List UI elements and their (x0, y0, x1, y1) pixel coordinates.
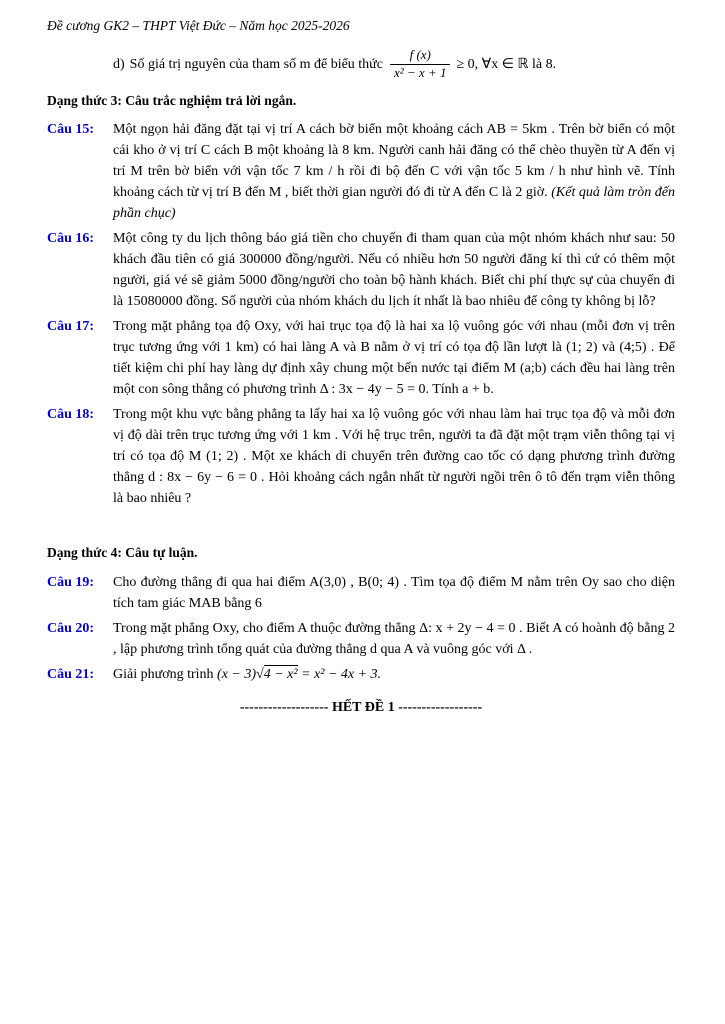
item-d-text: Số giá trị nguyên của tham số m để biểu thức (129, 57, 383, 73)
square-root-expression (256, 665, 298, 682)
question-16-text (113, 228, 675, 312)
sqrt-sign: √ (256, 666, 264, 682)
question-15-text (113, 119, 675, 224)
fraction-numerator: f (x) (390, 48, 450, 65)
question-21-suffix: = x² − 4x + 3. (297, 666, 382, 682)
question-19 (47, 572, 675, 614)
question-18 (47, 404, 675, 509)
radicand: 4 − x² (263, 666, 298, 682)
question-17-text (113, 316, 675, 400)
question-15-label: Câu 15: (47, 122, 95, 138)
question-17 (47, 316, 675, 400)
question-21-factor: (x − 3) (217, 666, 257, 682)
question-15-note: (Kết quả làm tròn đến phần chục) (113, 185, 675, 222)
document-header: Đề cương GK2 – THPT Việt Đức – Năm học 2025-2026 (47, 18, 350, 33)
question-20-text (113, 618, 675, 660)
question-17-label: Câu 17: (47, 319, 95, 335)
question-21-text (113, 664, 675, 685)
fraction-expression (390, 48, 450, 81)
fraction-denominator: x² − x + 1 (393, 65, 447, 81)
question-16 (47, 228, 675, 312)
section-heading-3: Dạng thức 3: Câu trắc nghiệm trả lời ngắn. (47, 93, 297, 109)
question-20-body: Trong mặt phẳng Oxy, cho điểm A thuộc đường thẳng Δ: x + 2y − 4 = 0 . Biết A có hoành độ bằng 2 , lập phương trình tổng quát của đường thẳng d qua A và vuông góc với Δ . (113, 620, 675, 657)
section-heading-4: Dạng thức 4: Câu tự luận. (47, 545, 198, 561)
question-21-prefix: Giải phương trình (113, 666, 218, 682)
question-19-label: Câu 19: (47, 574, 95, 590)
question-21-label: Câu 21: (47, 666, 95, 682)
item-d (113, 48, 675, 81)
question-19-body: Cho đường thẳng đi qua hai điểm A(3,0) , B(0; 4) . Tìm tọa độ điểm M nằm trên Oy sao cho diện tích tam giác MAB bằng 6 (113, 574, 675, 611)
question-20-label: Câu 20: (47, 620, 95, 636)
end-of-exam-line: ------------------- HẾT ĐỀ 1 ------------------ (239, 699, 483, 715)
item-d-tail: ≥ 0, ∀x ∈ ℝ là 8. (456, 57, 557, 73)
question-17-body: Trong mặt phẳng tọa độ Oxy, với hai trục tọa độ là hai xa lộ vuông góc với nhau (mỗi đơn vị trên trục tương ứng với 1 km) có hai làng A và B nằm ở vị trí có tọa độ lần lượt là (1; 2) và (4;5) . Để tiết kiệm chi phí hay làng dự định xây chung một bến nước tại điểm M (a;b) cách đều hai làng trên một con sông thẳng có phương trình Δ : 3x − 4y − 5 = 0. Tính a + b. (113, 319, 675, 398)
question-16-label: Câu 16: (47, 231, 95, 247)
question-21 (47, 664, 675, 685)
question-18-text (113, 404, 675, 509)
question-19-text (113, 572, 675, 614)
question-18-label: Câu 18: (47, 407, 95, 423)
question-20 (47, 618, 675, 660)
question-16-body: Một công ty du lịch thông báo giá tiền cho chuyến đi tham quan của một nhóm khách như sau: 50 khách đầu tiên có giá 300000 đồng/người. Nếu có nhiều hơn 50 người đăng kí thì cứ có thêm một người, giá vé sẽ giảm 5000 đồng/người cho toàn bộ hành khách. Biết chi phí thực sự của chuyến đi là 15080000 đồng. Số người của nhóm khách du lịch ít nhất là bao nhiêu để công ty không bị lỗ? (113, 231, 675, 310)
question-18-body: Trong một khu vực bằng phẳng ta lấy hai xa lộ vuông góc với nhau làm hai trục tọa độ và mỗi đơn vị độ dài trên trục tương ứng với 1 km . Với hệ trục trên, người ta đã đặt một trạm viễn thông tại vị trí có tọa độ M (1; 2) . Một xe khách di chuyển trên đường cao tốc có dạng phương trình đường thẳng d : 8x − 6y − 6 = 0 . Hỏi khoảng cách ngắn nhất từ người ngồi trên ô tô đến trạm viễn thông là bao nhiêu ? (113, 407, 675, 507)
question-15-body: Một ngọn hải đăng đặt tại vị trí A cách bờ biển một khoảng cách AB = 5km . Trên bờ biển có một cái kho ở vị trí C cách B một khoảng là 8 km. Người canh hải đăng có thể chèo thuyền từ A đến vị trí M trên bờ biển với vận tốc 7 km / h rồi đi bộ đến C với vận tốc 5 km / h như hình vẽ. Tính khoảng cách từ vị trí B đến M , biết thời gian người đó đi từ A đến C là 2 giờ. (113, 122, 675, 201)
question-15 (47, 119, 675, 224)
item-d-label: d) (113, 57, 125, 73)
